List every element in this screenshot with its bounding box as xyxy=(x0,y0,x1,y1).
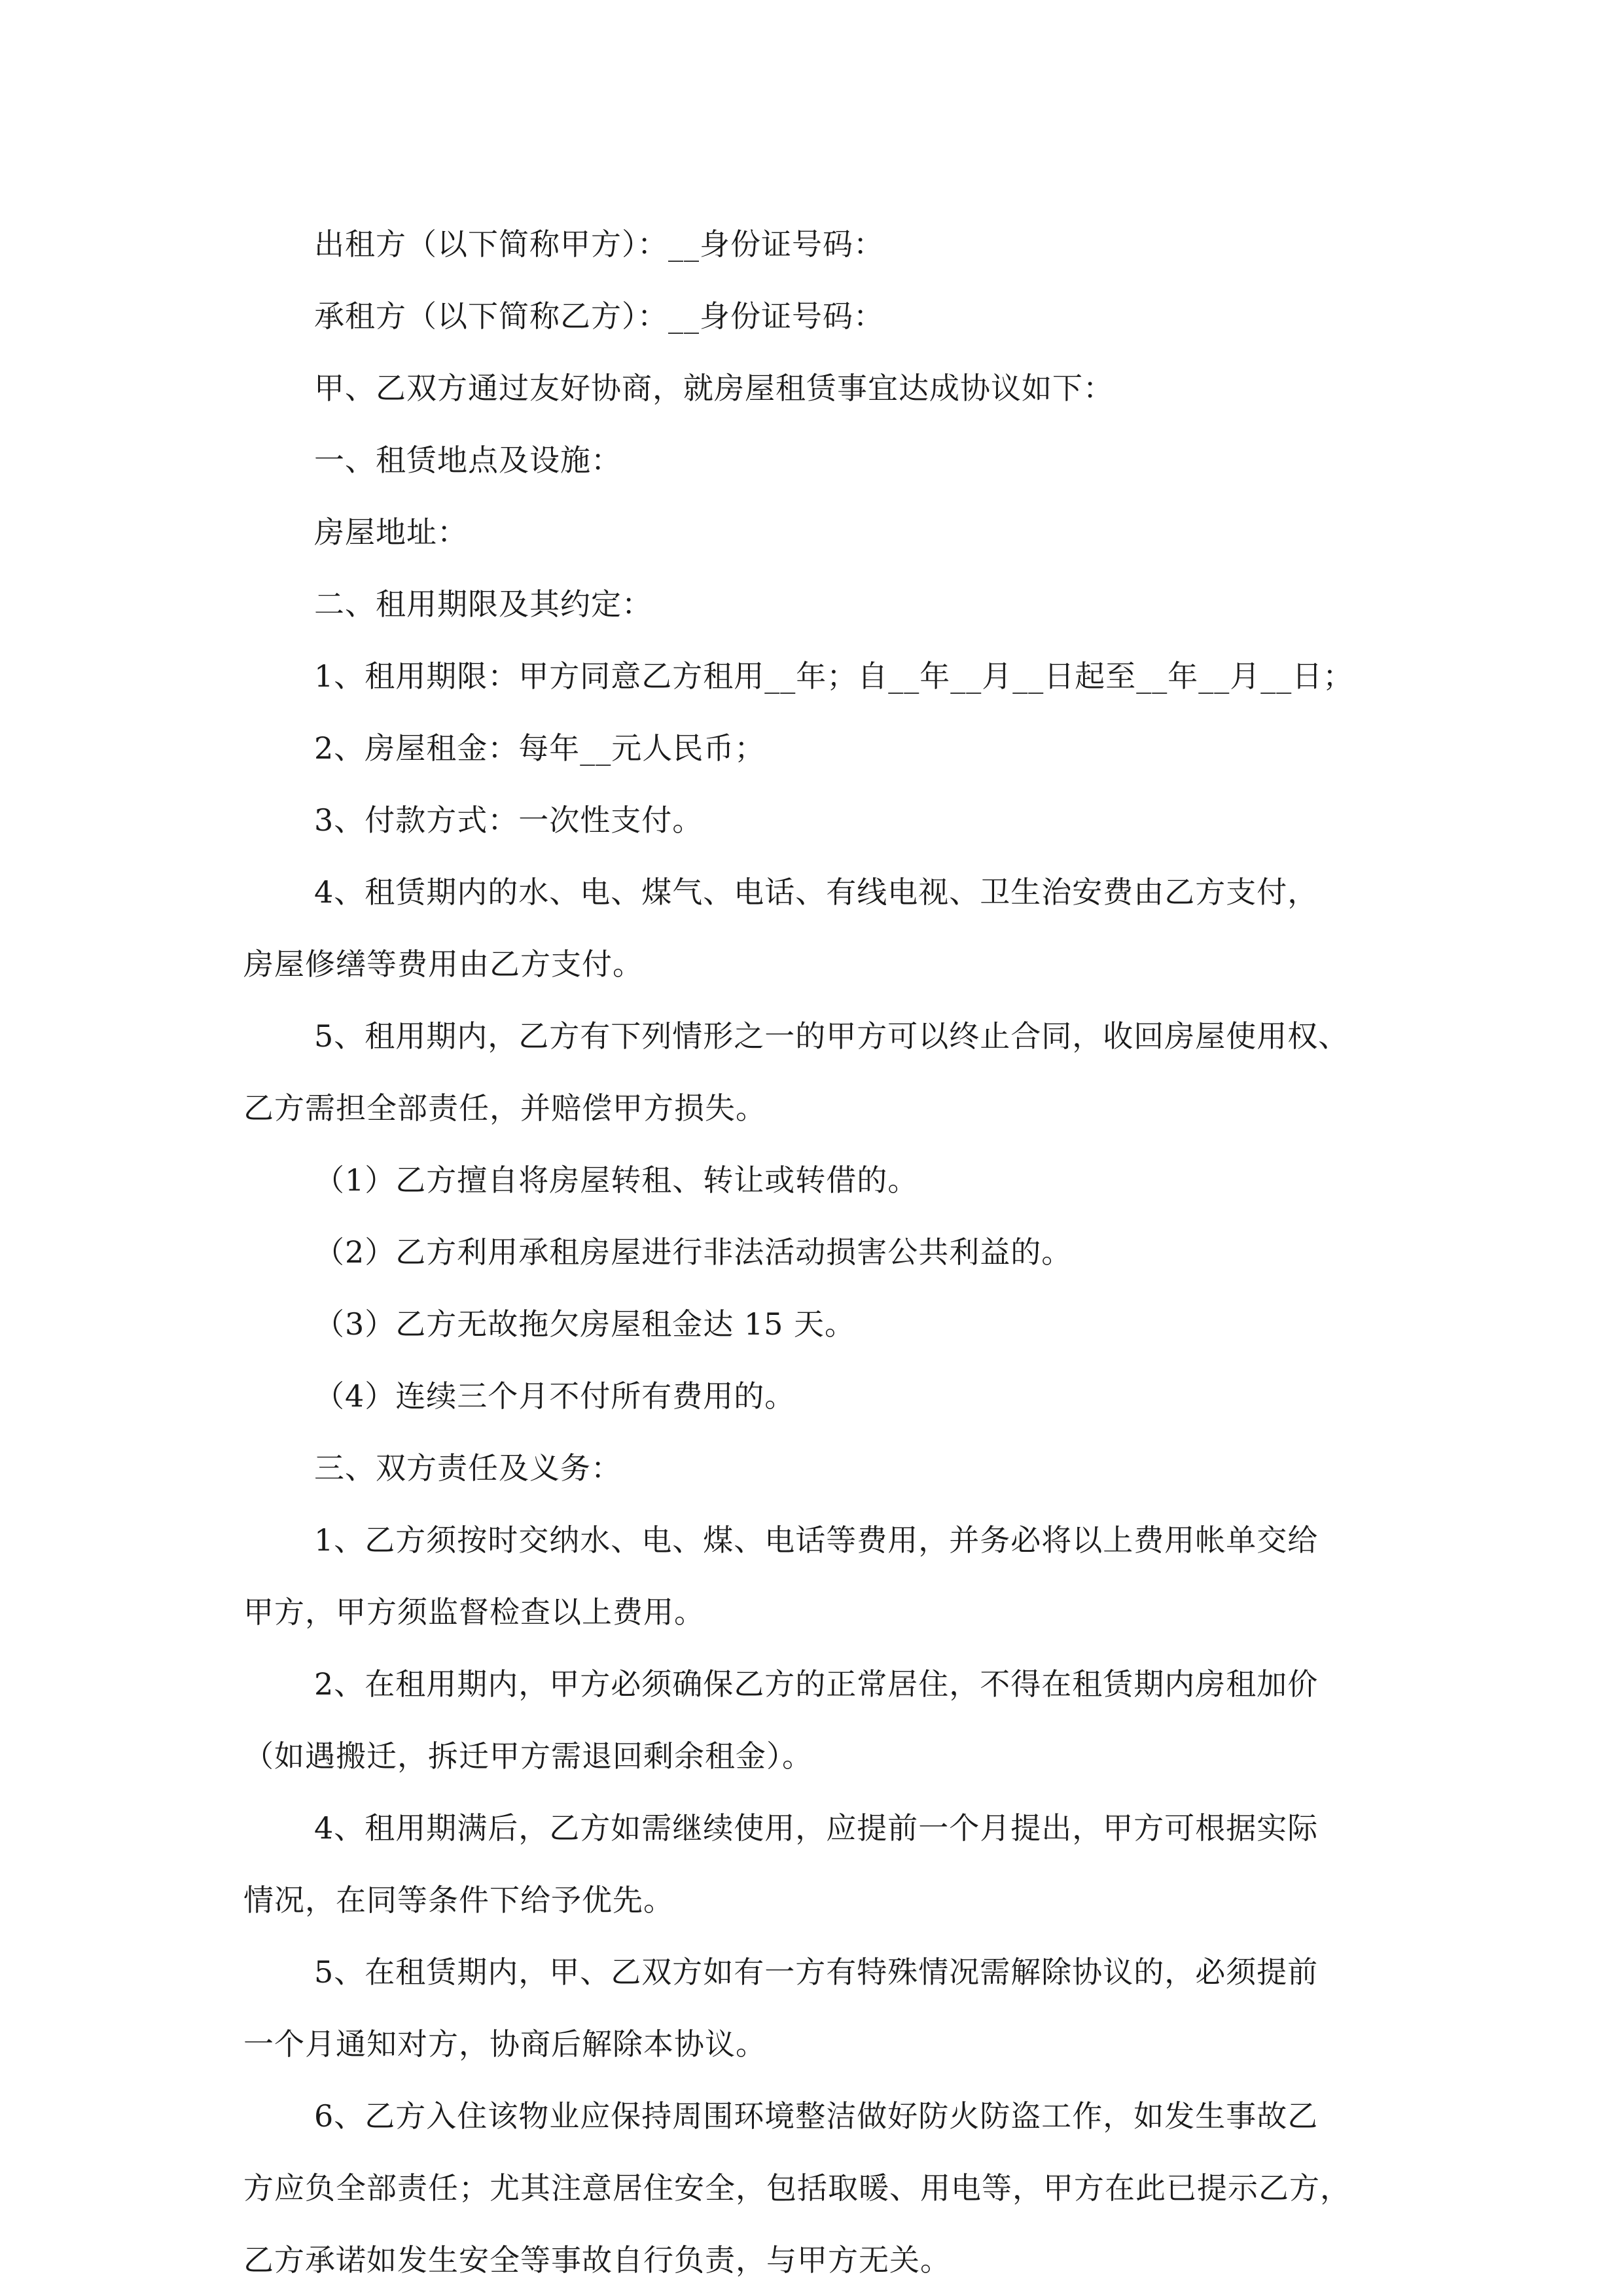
sub-item-4: （4）连续三个月不付所有费用的。 xyxy=(314,1378,796,1414)
sub-item-1: （1）乙方擅自将房屋转租、转让或转借的。 xyxy=(314,1162,919,1198)
sub-item-2: （2）乙方利用承租房屋进行非法活动损害公共利益的。 xyxy=(314,1234,1073,1270)
clause-3-5: 5、在租赁期内，甲、乙双方如有一方有特殊情况需解除协议的，必须提前 xyxy=(314,1954,1319,1990)
clause-3-6: 6、乙方入住该物业应保持周围环境整洁做好防火防盗工作，如发生事故乙 xyxy=(314,2098,1319,2134)
clause-3-4: 4、租用期满后，乙方如需继续使用，应提前一个月提出，甲方可根据实际 xyxy=(314,1810,1319,1846)
clause-2-1: 1、租用期限：甲方同意乙方租用__年；自__年__月__日起至__年__月__日； xyxy=(314,658,1354,694)
clause-3-5-cont: 一个月通知对方，协商后解除本协议。 xyxy=(243,2026,766,2062)
clause-2-4-cont: 房屋修缮等费用由乙方支付。 xyxy=(243,946,643,982)
clause-3-4-cont: 情况，在同等条件下给予优先。 xyxy=(243,1882,674,1918)
clause-3-6-cont-1: 方应负全部责任；尤其注意居住安全，包括取暖、用电等，甲方在此已提示乙方， xyxy=(243,2170,1351,2206)
paragraph-lessor: 出租方（以下简称甲方）：__身份证号码： xyxy=(314,226,884,262)
section-heading-2: 二、租用期限及其约定： xyxy=(314,586,652,622)
sub-item-3: （3）乙方无故拖欠房屋租金达 15 天。 xyxy=(314,1306,856,1342)
clause-2-3: 3、付款方式：一次性支付。 xyxy=(314,802,704,838)
clause-3-6-cont-2: 乙方承诺如发生安全等事故自行负责，与甲方无关。 xyxy=(243,2242,951,2278)
clause-2-4: 4、租赁期内的水、电、煤气、电话、有线电视、卫生治安费由乙方支付， xyxy=(314,874,1319,910)
section-heading-1: 一、租赁地点及设施： xyxy=(314,442,622,478)
clause-2-5: 5、租用期内，乙方有下列情形之一的甲方可以终止合同，收回房屋使用权、 xyxy=(314,1018,1349,1054)
clause-3-1-cont: 甲方，甲方须监督检查以上费用。 xyxy=(243,1594,705,1630)
section-heading-3: 三、双方责任及义务： xyxy=(314,1450,622,1486)
clause-3-2-cont: （如遇搬迁，拆迁甲方需退回剩余租金）。 xyxy=(243,1738,813,1774)
clause-3-2: 2、在租用期内，甲方必须确保乙方的正常居住，不得在租赁期内房租加价 xyxy=(314,1666,1319,1702)
document-page xyxy=(243,208,1382,2296)
clause-3-1: 1、乙方须按时交纳水、电、煤、电话等费用，并务必将以上费用帐单交给 xyxy=(314,1522,1319,1558)
paragraph-intro: 甲、乙双方通过友好协商，就房屋租赁事宜达成协议如下： xyxy=(314,370,1114,406)
paragraph-address: 房屋地址： xyxy=(314,514,468,550)
clause-2-5-cont: 乙方需担全部责任，并赔偿甲方损失。 xyxy=(243,1090,766,1126)
clause-2-2: 2、房屋租金：每年__元人民币； xyxy=(314,730,766,766)
paragraph-lessee: 承租方（以下简称乙方）：__身份证号码： xyxy=(314,298,884,334)
